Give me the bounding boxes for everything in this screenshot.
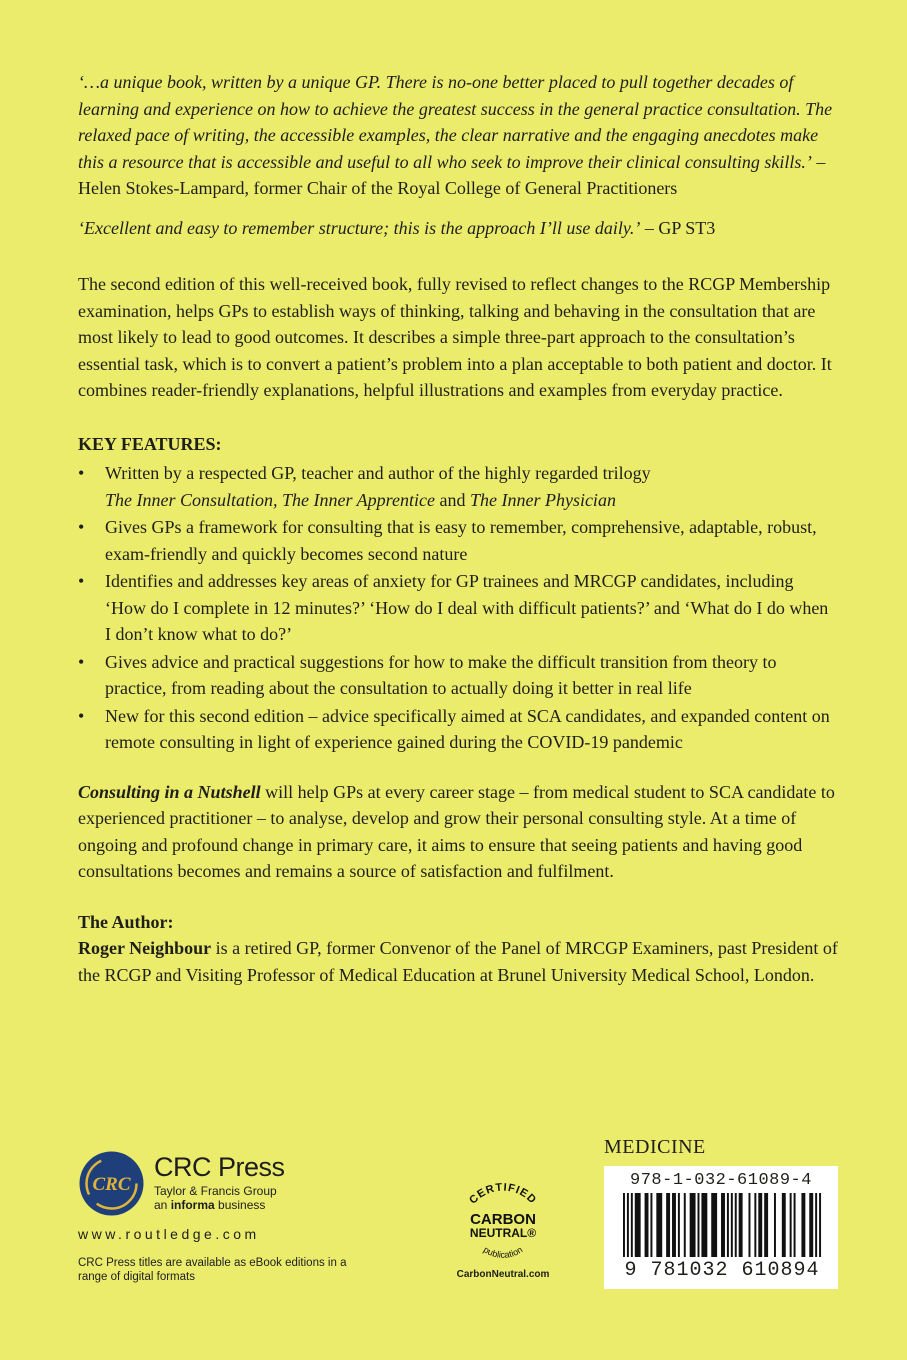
book-summary (78, 779, 838, 885)
barcode-bar (623, 1193, 625, 1257)
barcode-bar (635, 1193, 641, 1257)
feature-text: Identifies and addresses key areas of anxiety for GP trainees and MRCGP candidates, including ‘How do I complete in 12 minutes?’ ‘How do I deal with difficult patients?’ and ‘What do I do when I don’t know what to do?’ (105, 571, 829, 644)
barcode-bar (721, 1193, 725, 1257)
key-features (78, 431, 838, 756)
barcode-bar (698, 1193, 700, 1257)
feature-text: Gives advice and practical suggestions for how to make the difficult transition from theory to practice, from reading about the consultation to actually doing it better in real life (105, 651, 777, 698)
author-bio-text: is a retired GP, former Convenor of the Panel of MRCGP Examiners, past President of the RCGP and Visiting Professor of Medical Education at Brunel University Medical School, London. (78, 938, 838, 985)
barcode-bar (790, 1193, 792, 1257)
carbon-certified-text: CERTIFIED (467, 1181, 539, 1207)
trilogy-title-and: and (434, 489, 470, 510)
book-title: Consulting in a Nutshell (78, 781, 261, 802)
crc-logo-text: CRC (92, 1174, 131, 1195)
publisher-an: an (154, 1198, 171, 1212)
review-quote-2-text: ‘Excellent and easy to remember structure; this is the approach I’ll use daily.’ (78, 217, 641, 238)
svg-text:CERTIFIED (467, 1182, 539, 1207)
author-section (78, 909, 838, 989)
book-description: The second edition of this well-received book, fully revised to reflect changes to the RCGP Membership examination, helps GPs to establish ways of thinking, talking and behaving in the consultation that are most likely to lead to good outcomes. It describes a simple three-part approach to the consultation’s essential task, which is to convert a patient’s problem into a plan acceptable to both patient and doctor. It combines reader-friendly explanations, helpful illustrations and examples from everyday practice. (78, 274, 832, 400)
barcode-bar (727, 1193, 729, 1257)
barcode-bar (684, 1193, 686, 1257)
bullet-icon: • (78, 517, 85, 537)
crc-press-logo (78, 1150, 145, 1217)
svg-text:publication (482, 1244, 525, 1259)
trilogy-title-part2: The Inner Physician (469, 489, 616, 510)
list-item (78, 514, 838, 567)
barcode-bar (678, 1193, 680, 1257)
barcode-digits: 9 781032 610894 (624, 1259, 820, 1282)
barcode-bar (731, 1193, 733, 1257)
subject-category: MEDICINE (604, 1136, 706, 1158)
bullet-icon: • (78, 463, 85, 483)
bullet-icon: • (78, 571, 85, 591)
carbon-neutral-badge (448, 1180, 558, 1290)
list-item (78, 568, 838, 648)
publisher-business-line (154, 1198, 277, 1212)
barcode-bar (645, 1193, 649, 1257)
publisher-name: CRC Press (154, 1152, 285, 1182)
publisher-website: www.routledge.com (78, 1226, 260, 1242)
barcode-bars (623, 1193, 823, 1257)
carbon-line2: NEUTRAL® (469, 1226, 537, 1240)
barcode-bar (739, 1193, 743, 1257)
feature-text: New for this second edition – advice specifically aimed at SCA candidates, and expanded content on remote consulting in light of experience gained during the COVID-19 pandemic (105, 705, 830, 752)
publisher-group (154, 1184, 277, 1212)
review-quote-1-attribution: – Helen Stokes-Lampard, former Chair of the Royal College of General Practitioners (78, 151, 826, 198)
carbon-publication-text: publication (481, 1244, 525, 1260)
barcode-bar (758, 1193, 762, 1257)
barcode-bar (809, 1193, 813, 1257)
barcode-bar (819, 1193, 821, 1257)
bullet-icon: • (78, 705, 85, 726)
barcode-bar (748, 1193, 750, 1257)
book-summary-text: will help GPs at every career stage – from medical student to SCA candidate to experienced practitioner – to analyse, develop and grow their personal consulting style. At a time of ongoing and profound change in primary care, it aims to ensure that seeing patients and having good consultations becomes and remains a source of satisfaction and fulfilment. (78, 781, 835, 881)
feature-text: Gives GPs a framework for consulting that is easy to remember, comprehensive, adaptable, robust, exam-friendly and quickly becomes second nature (105, 517, 817, 564)
review-quote-1 (78, 69, 838, 202)
barcode-bar (666, 1193, 670, 1257)
list-item (78, 460, 838, 513)
carbon-neutral-site: CarbonNeutral.com (456, 1269, 550, 1280)
barcode-bar (650, 1193, 652, 1257)
feature-text: Written by a respected GP, teacher and author of the highly regarded trilogy (105, 463, 651, 483)
barcode-bar (701, 1193, 707, 1257)
barcode-bar (794, 1193, 796, 1257)
review-quote-2 (78, 215, 838, 242)
bullet-icon: • (78, 651, 85, 672)
review-quote-1-text: ‘…a unique book, written by a unique GP. There is no-one better placed to pull together decades of learning and experience on how to achieve the greatest success in the general practice consultation. The relaxed pace of writing, the accessible examples, the clear narrative and the engaging anecdotes make this a resource that is accessible and useful to all who seek to improve their clinical consulting skills.’ (78, 72, 833, 172)
review-quote-2-attribution: – GP ST3 (640, 217, 716, 238)
key-features-title: KEY FEATURES: (78, 433, 222, 454)
key-features-list (78, 460, 838, 756)
barcode-bar (627, 1193, 629, 1257)
author-heading: The Author: (78, 911, 174, 932)
barcode-bar (631, 1193, 633, 1257)
barcode-bar (690, 1193, 696, 1257)
list-item (78, 703, 838, 756)
barcode-bar (735, 1193, 737, 1257)
barcode-bar (754, 1193, 756, 1257)
carbon-line1: CARBON (470, 1211, 536, 1228)
author-name: Roger Neighbour (78, 938, 212, 958)
carbon-neutral-logo (448, 1180, 558, 1270)
barcode-bar (815, 1193, 817, 1257)
barcode-bar (672, 1193, 676, 1257)
isbn-number: 978-1-032-61089-4 (630, 1171, 812, 1190)
publisher-business: business (214, 1198, 266, 1212)
spacer (78, 757, 838, 779)
publisher-group-name: Taylor & Francis Group (154, 1184, 277, 1198)
barcode-bar (711, 1193, 717, 1257)
trilogy-title-part1: The Inner Consultation, The Inner Apprentice (105, 489, 435, 510)
cover-text (78, 69, 838, 988)
barcode-bar (656, 1193, 662, 1257)
ebook-note: CRC Press titles are available as eBook editions in a range of digital formats (78, 1257, 347, 1283)
isbn-barcode (604, 1166, 838, 1289)
barcode-bar (774, 1193, 776, 1257)
barcode-bar (764, 1193, 768, 1257)
publisher-informa: informa (170, 1198, 215, 1212)
feature-trilogy-titles (105, 487, 838, 514)
barcode-bar (801, 1193, 805, 1257)
author-bio (78, 935, 838, 988)
list-item (78, 649, 838, 702)
publisher-block (78, 1150, 378, 1300)
barcode-bar (782, 1193, 786, 1257)
